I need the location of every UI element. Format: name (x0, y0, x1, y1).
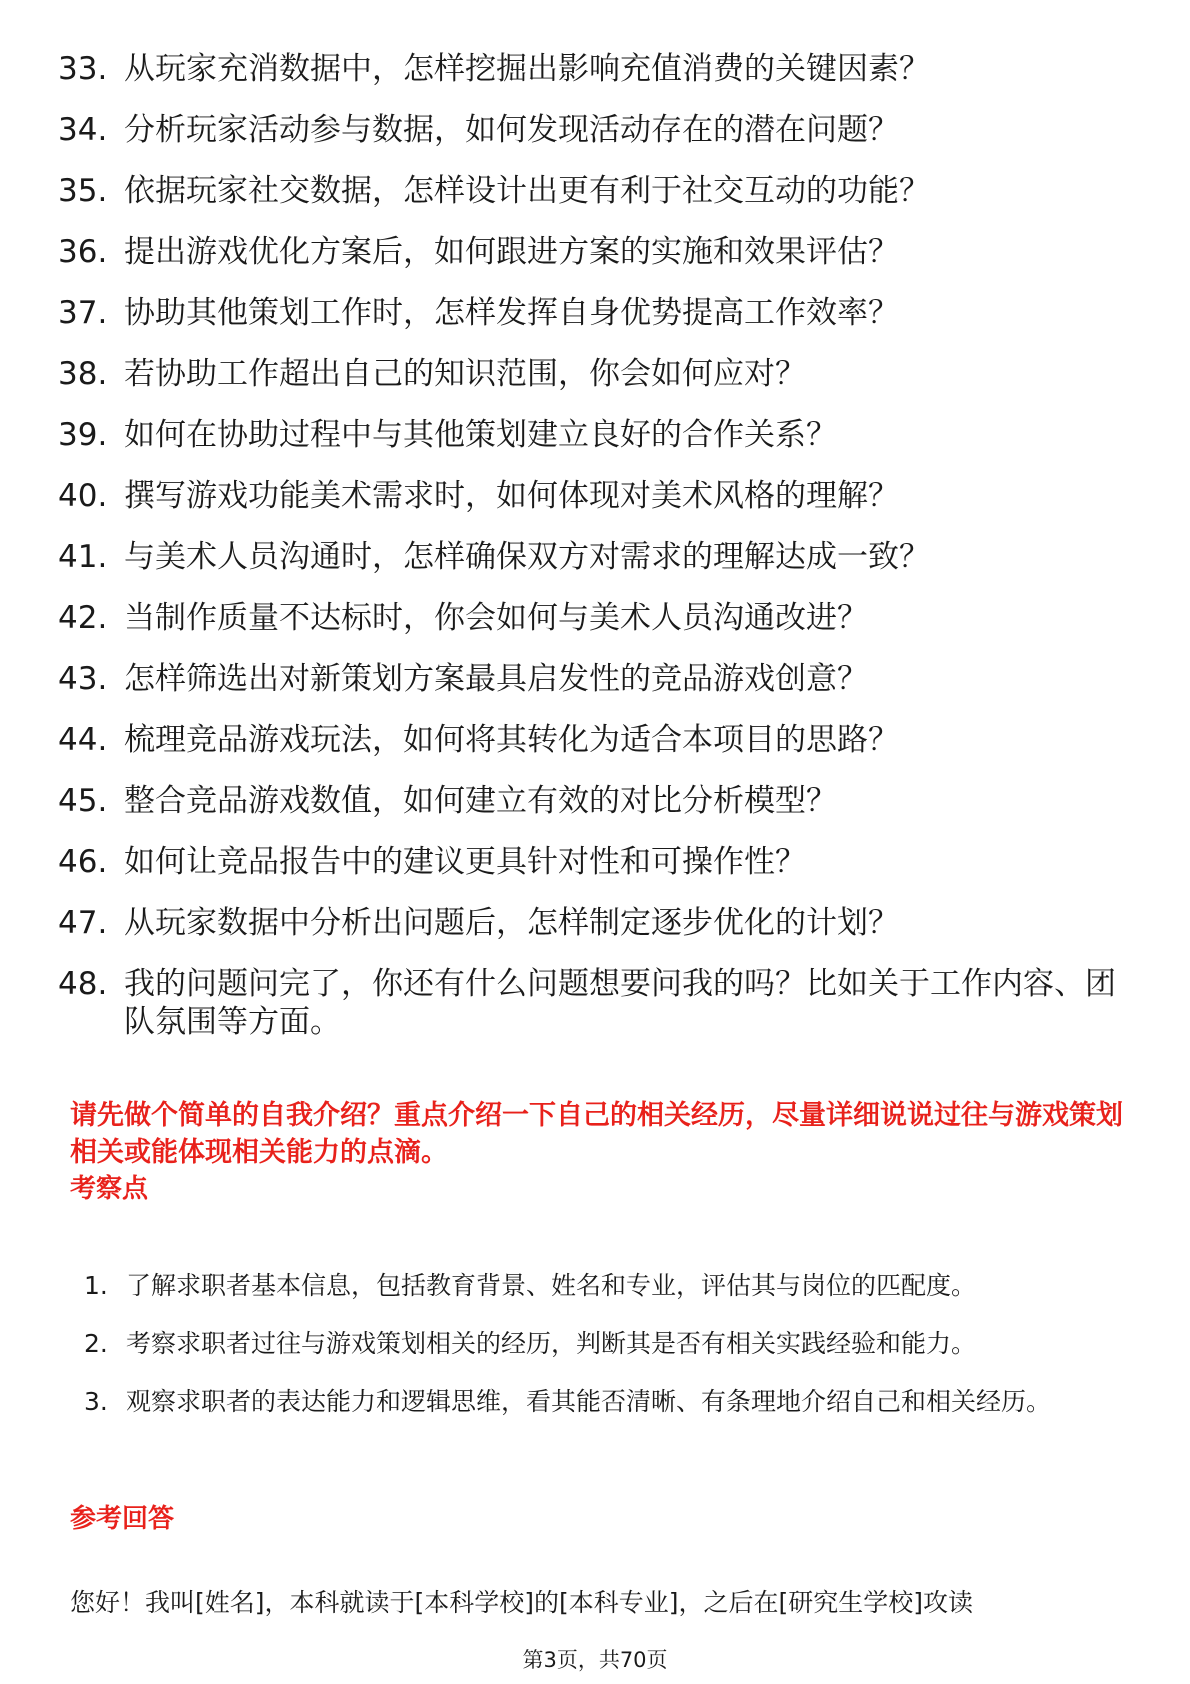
item-text: 整合竞品游戏数值，如何建立有效的对比分析模型？ (124, 783, 837, 819)
list-item (58, 111, 1138, 149)
list-item (58, 782, 1138, 820)
item-number: 41. (58, 539, 108, 575)
item-text: 提出游戏优化方案后，如何跟进方案的实施和效果评估？ (124, 234, 899, 270)
item-text: 依据玩家社交数据，怎样设计出更有利于社交互动的功能？ (124, 173, 930, 209)
section-title-points: 考察点 (70, 1174, 149, 1204)
list-item (58, 416, 1138, 454)
item-number: 46. (58, 844, 108, 880)
item-text: 当制作质量不达标时，你会如何与美术人员沟通改进？ (124, 600, 868, 636)
list-item (58, 843, 1138, 881)
item-number: 34. (58, 112, 108, 148)
item-text: 观察求职者的表达能力和逻辑思维，看其能否清晰、有条理地介绍自己和相关经历。 (126, 1387, 1052, 1416)
item-text: 与美术人员沟通时，怎样确保双方对需求的理解达成一致？ (124, 539, 930, 575)
list-item (58, 355, 1138, 393)
item-number: 33. (58, 51, 108, 87)
points-list (84, 1258, 1130, 1432)
item-number: 48. (58, 966, 108, 1002)
item-text: 如何让竞品报告中的建议更具针对性和可操作性？ (124, 844, 806, 880)
answer-paragraph: 您好！我叫[姓名]，本科就读于[本科学校]的[本科专业]，之后在[研究生学校]攻读 (70, 1588, 974, 1617)
item-number: 1. (84, 1271, 108, 1300)
list-item (58, 172, 1138, 210)
list-item (58, 538, 1138, 576)
item-text: 撰写游戏功能美术需求时，如何体现对美术风格的理解？ (124, 478, 899, 514)
item-text: 了解求职者基本信息，包括教育背景、姓名和专业，评估其与岗位的匹配度。 (126, 1271, 977, 1300)
list-item (84, 1316, 1130, 1372)
item-text: 协助其他策划工作时，怎样发挥自身优势提高工作效率？ (124, 295, 899, 331)
item-text: 如何在协助过程中与其他策划建立良好的合作关系？ (124, 417, 837, 453)
item-text: 分析玩家活动参与数据，如何发现活动存在的潜在问题？ (124, 112, 899, 148)
item-number: 3. (84, 1387, 108, 1416)
list-item (58, 477, 1138, 515)
item-text: 若协助工作超出自己的知识范围，你会如何应对？ (124, 356, 806, 392)
list-item (58, 904, 1138, 942)
list-item (58, 50, 1138, 88)
item-number: 38. (58, 356, 108, 392)
item-text: 从玩家数据中分析出问题后，怎样制定逐步优化的计划？ (124, 905, 899, 941)
item-text: 怎样筛选出对新策划方案最具启发性的竞品游戏创意？ (124, 661, 868, 697)
page-footer: 第3页，共70页 (522, 1648, 668, 1672)
item-number: 39. (58, 417, 108, 453)
item-number: 37. (58, 295, 108, 331)
list-item (58, 294, 1138, 332)
list-item (58, 660, 1138, 698)
item-text: 从玩家充消数据中，怎样挖掘出影响充值消费的关键因素？ (124, 51, 930, 87)
list-item (58, 965, 1138, 1041)
item-number: 36. (58, 234, 108, 270)
item-number: 40. (58, 478, 108, 514)
item-number: 43. (58, 661, 108, 697)
item-number: 44. (58, 722, 108, 758)
list-item (84, 1374, 1130, 1430)
item-number: 35. (58, 173, 108, 209)
list-item (58, 599, 1138, 637)
item-number: 45. (58, 783, 108, 819)
list-item (84, 1258, 1130, 1314)
item-number: 2. (84, 1329, 108, 1358)
item-text: 梳理竞品游戏玩法，如何将其转化为适合本项目的思路？ (124, 722, 899, 758)
section-title-answer: 参考回答 (70, 1504, 175, 1534)
list-item (58, 721, 1138, 759)
item-number: 42. (58, 600, 108, 636)
question-list (58, 50, 1138, 1064)
item-text: 考察求职者过往与游戏策划相关的经历，判断其是否有相关实践经验和能力。 (126, 1329, 977, 1358)
item-number: 47. (58, 905, 108, 941)
list-item (58, 233, 1138, 271)
interview-question-heading: 请先做个简单的自我介绍？重点介绍一下自己的相关经历，尽量详细说说过往与游戏策划相关或能体现相关能力的点滴。 (70, 1100, 1123, 1168)
item-text: 我的问题问完了，你还有什么问题想要问我的吗？比如关于工作内容、团队氛围等方面。 (124, 966, 1116, 1040)
